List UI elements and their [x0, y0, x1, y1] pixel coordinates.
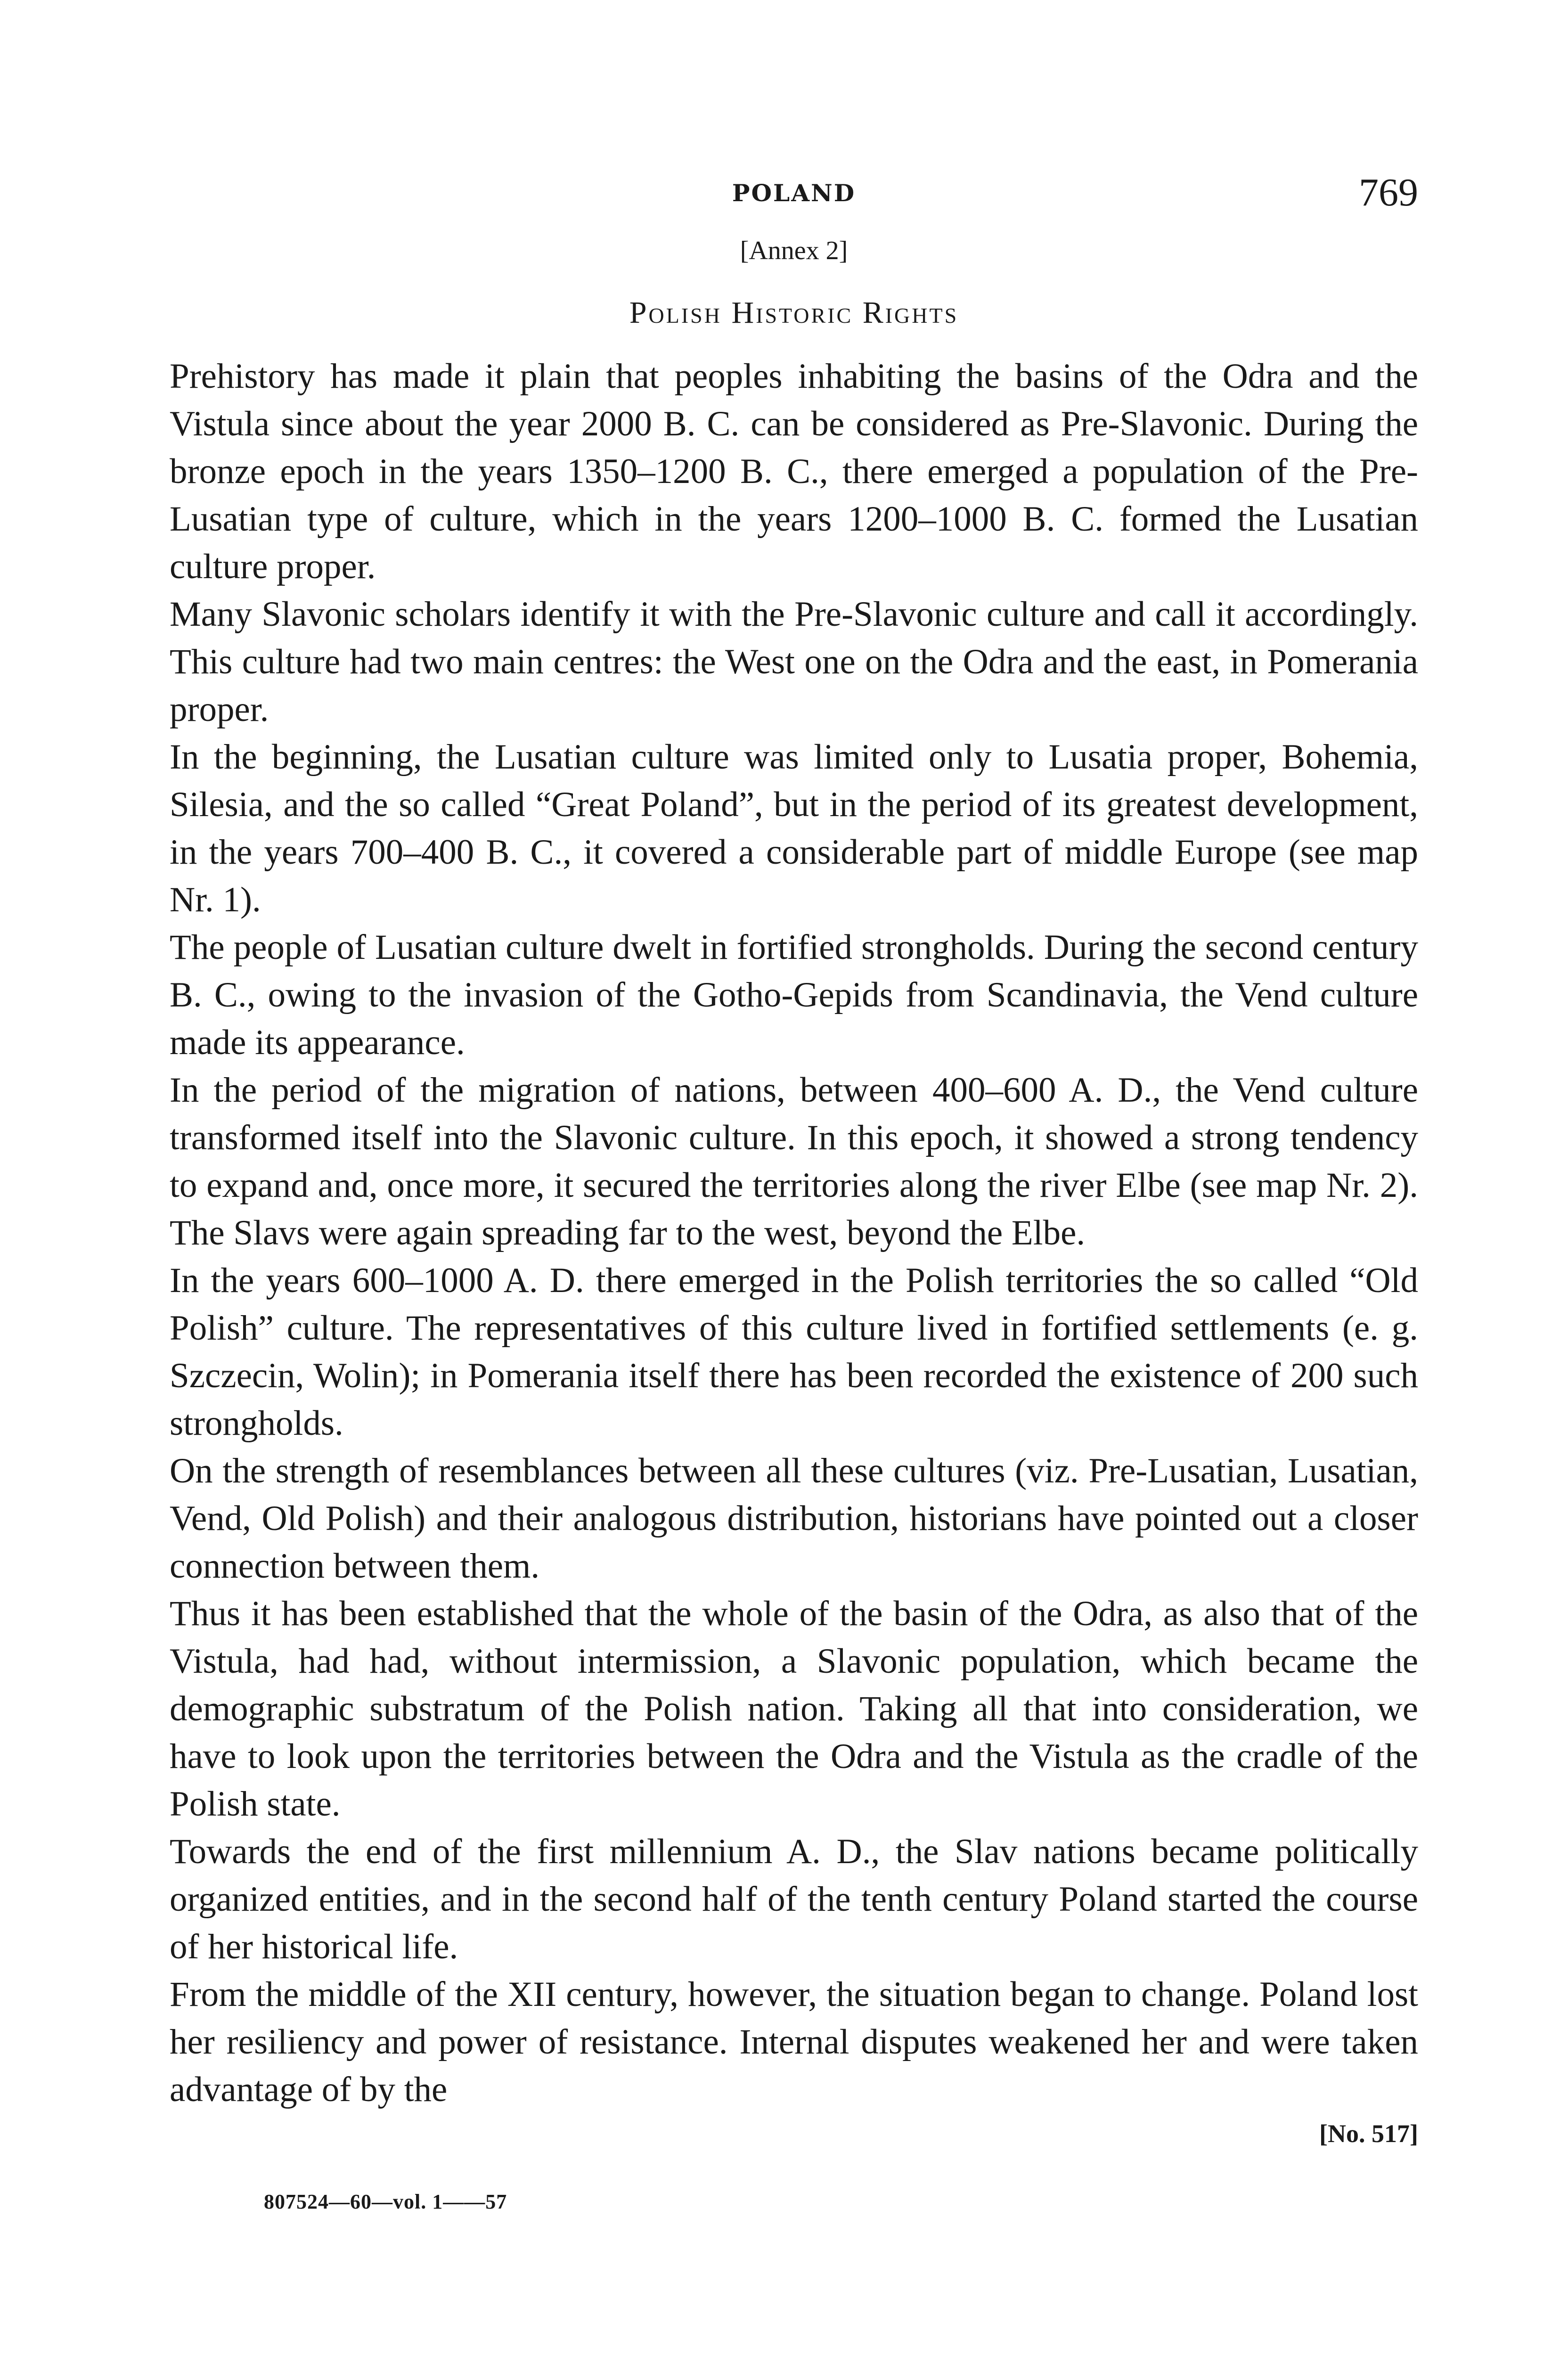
paragraph: In the years 600–1000 A. D. there emerged in the Polish territories the so called “Old Polish” culture. The representatives of this culture lived in fortified settlements (e. g. Szczecin, Wolin); in Pomerania itself there has been recorded the existence of 200 such strongholds. — [170, 1261, 1418, 1443]
paragraph: On the strength of resemblances between all these cultures (viz. Pre-Lusatian, Lusatian, Vend, Old Polish) and their analogous distribution, historians have pointed out a closer connection between them. — [170, 1451, 1418, 1586]
paragraph: Thus it has been established that the whole of the basin of the Odra, as also that of the Vistula, had had, without intermission, a Slavonic population, which became the demographic substratum of the Polish nation. Taking all that into consideration, we have to look upon the territories between the Odra and the Vistula as the cradle of the Polish state. — [170, 1594, 1418, 1824]
page-footer — [170, 2119, 1418, 2213]
document-page — [170, 170, 1418, 2213]
paragraph: In the period of the migration of nations, between 400–600 A. D., the Vend culture transformed itself into the Slavonic culture. In this epoch, it showed a strong tendency to expand and, once more, it secured the territories along the river Elbe (see map Nr. 2). The Slavs were again spreading far to the west, beyond the Elbe. — [170, 1071, 1418, 1252]
page-number: 769 — [1359, 171, 1418, 214]
paragraph: Many Slavonic scholars identify it with the Pre-Slavonic culture and call it accordingly. This culture had two main centres: the West one on the Odra and the east, in Pomerania proper. — [170, 595, 1418, 729]
annex-label: [Annex 2] — [740, 236, 848, 265]
paragraph: Towards the end of the first millennium A. D., the Slav nations became politically organized entities, and in the second half of the tenth century Poland started the course of her historical life. — [170, 1832, 1418, 1966]
paragraph: In the beginning, the Lusatian culture was limited only to Lusatia proper, Bohemia, Silesia, and the so called “Great Poland”, but in the period of its greatest development, in the years 700–400 B. C., it covered a considerable part of middle Europe (see map Nr. 1). — [170, 737, 1418, 919]
print-code: 807524—60—vol. 1——57 — [264, 2190, 507, 2213]
running-title: POLAND — [732, 179, 856, 207]
running-head — [170, 170, 1418, 221]
paragraph: Prehistory has made it plain that peoples inhabiting the basins of the Odra and the Vistula since about the year 2000 B. C. can be considered as Pre-Slavonic. During the bronze epoch in the years 1350–1200 B. C., there emerged a population of the Pre-Lusatian type of culture, which in the years 1200–1000 B. C. formed the Lusatian culture proper. — [170, 357, 1418, 586]
paragraph: From the middle of the XII century, however, the situation began to change. Poland lost her resiliency and power of resistance. Internal disputes weakened her and were taken advantage of by the — [170, 1975, 1418, 2109]
document-reference: [No. 517] — [1319, 2119, 1418, 2148]
body-text — [170, 352, 1418, 2113]
paragraph: The people of Lusatian culture dwelt in fortified strongholds. During the second century B. C., owing to the invasion of the Gotho-Gepids from Scandinavia, the Vend culture made its appearance. — [170, 928, 1418, 1062]
section-title: Polish Historic Rights — [629, 295, 959, 330]
